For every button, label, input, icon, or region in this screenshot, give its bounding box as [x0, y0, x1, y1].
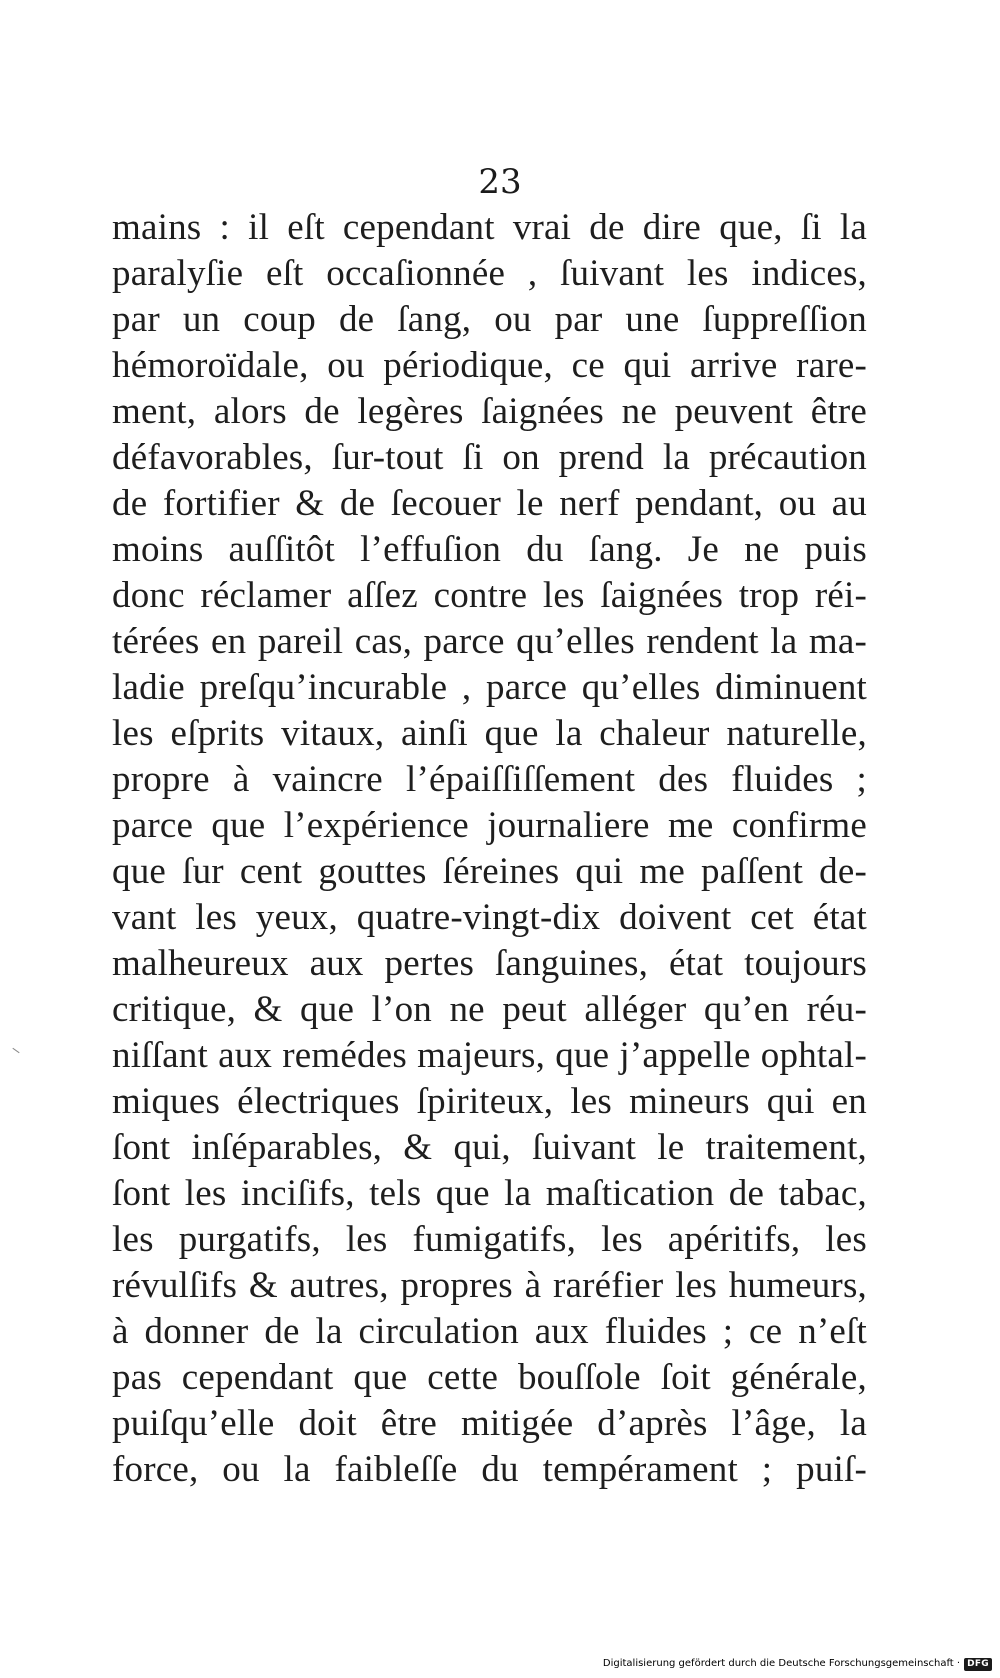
text-line: force, ou la faibleſſe du tempérament ; puiſ-: [112, 1449, 867, 1490]
text-line: vant les yeux, quatre-vingt-dix doivent cet état: [112, 897, 867, 938]
text-line: révulſifs & autres, propres à raréfier les humeurs,: [112, 1265, 867, 1306]
dfg-logo-icon: DFG: [964, 1658, 992, 1671]
text-line: que ſur cent gouttes ſéreines qui me paſſent de-: [112, 851, 867, 892]
text-line: paralyſie eſt occaſionnée , ſuivant les indices,: [112, 253, 867, 294]
text-line: malheureux aux pertes ſanguines, état toujours: [112, 943, 867, 984]
text-line: pas cependant que cette bouſſole ſoit générale,: [112, 1357, 867, 1398]
text-line: propre à vaincre l’épaiſſiſſement des fluides ;: [112, 759, 867, 800]
text-line: critique, & que l’on ne peut alléger qu’en réu-: [112, 989, 867, 1030]
body-text: [112, 205, 867, 1493]
text-line: ladie preſqu’incurable , parce qu’elles diminuent: [112, 667, 867, 708]
text-line: térées en pareil cas, parce qu’elles rendent la ma-: [112, 621, 867, 662]
margin-mark: [12, 1048, 19, 1053]
text-line: les purgatifs, les fumigatifs, les apéritifs, les: [112, 1219, 867, 1260]
text-line: ſont les inciſifs, tels que la maſtication de tabac,: [112, 1173, 867, 1214]
text-line: de fortifier & de ſecouer le nerf pendant, ou au: [112, 483, 867, 524]
text-line: à donner de la circulation aux fluides ; ce n’eſt: [112, 1311, 867, 1352]
text-line: mains : il eſt cependant vrai de dire que, ſi la: [112, 207, 867, 248]
text-line: parce que l’expérience journaliere me confirme: [112, 805, 867, 846]
text-line: donc réclamer aſſez contre les ſaignées trop réi-: [112, 575, 867, 616]
text-line: par un coup de ſang, ou par une ſuppreſſion: [112, 299, 867, 340]
page-number: 23: [478, 162, 522, 202]
text-line: moins auſſitôt l’effuſion du ſang. Je ne puis: [112, 529, 867, 570]
text-line: les eſprits vitaux, ainſi que la chaleur naturelle,: [112, 713, 867, 754]
text-line: hémoroïdale, ou périodique, ce qui arrive rare-: [112, 345, 867, 386]
text-line: ment, alors de legères ſaignées ne peuvent être: [112, 391, 867, 432]
text-line: miques électriques ſpiriteux, les mineurs qui en: [112, 1081, 867, 1122]
text-line: défavorables, ſur-tout ſi on prend la précaution: [112, 437, 867, 478]
text-line: niſſant aux remédes majeurs, que j’appelle ophtal-: [112, 1035, 867, 1076]
text-line: ſont inſéparables, & qui, ſuivant le traitement,: [112, 1127, 867, 1168]
credit-text: Digitalisierung gefördert durch die Deutsche Forschungsgemeinschaft ·: [602, 1658, 961, 1669]
text-line: puiſqu’elle doit être mitigée d’après l’âge, la: [112, 1403, 867, 1444]
digitization-credit: [603, 1656, 992, 1672]
